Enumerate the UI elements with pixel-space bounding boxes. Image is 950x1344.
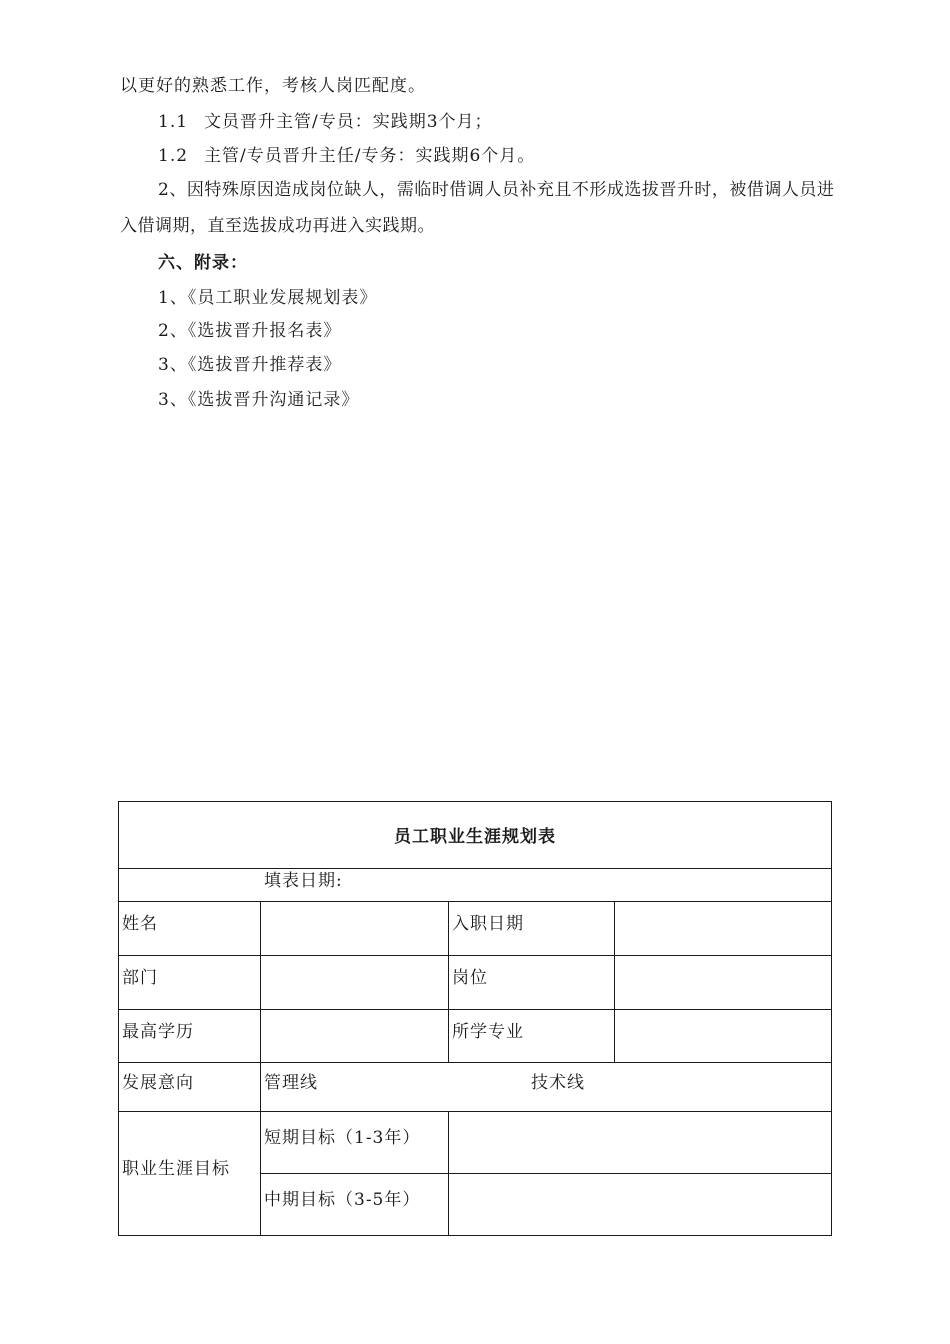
hire-date-field[interactable] (615, 902, 831, 955)
fill-date-label: 填表日期: (264, 871, 343, 891)
rule-item-1-2-number: 1.2 (158, 146, 189, 166)
major-field[interactable] (615, 1010, 831, 1062)
continuation-line: 以更好的熟悉工作，考核人岗匹配度。 (120, 76, 426, 96)
management-track-option[interactable]: 管理线 (264, 1073, 318, 1093)
position-field[interactable] (615, 956, 831, 1009)
name-label: 姓名 (122, 914, 158, 934)
form-rule (119, 868, 831, 869)
mid-term-goal-field[interactable] (449, 1174, 831, 1235)
rule-item-1-1-text: 文员晋升主管/专员：实践期3个月； (204, 112, 493, 132)
career-goal-label: 职业生涯目标 (122, 1159, 230, 1179)
appendix-item-4: 3、《选拔晋升沟通记录》 (158, 390, 360, 410)
major-label: 所学专业 (452, 1022, 524, 1042)
career-planning-form (118, 801, 832, 1236)
rule-item-1-2-text: 主管/专员晋升主任/专务：实践期6个月。 (204, 146, 536, 166)
development-direction-label: 发展意向 (122, 1073, 194, 1093)
form-title: 员工职业生涯规划表 (394, 827, 556, 847)
rule-item-1-1 (158, 112, 493, 132)
form-divider (448, 901, 449, 1063)
appendix-item-3: 3、《选拔晋升推荐表》 (158, 355, 342, 375)
education-label: 最高学历 (122, 1022, 194, 1042)
mid-term-goal-label: 中期目标（3-5年） (264, 1190, 421, 1210)
short-term-goal-field[interactable] (449, 1112, 831, 1173)
department-field[interactable] (261, 956, 448, 1009)
appendix-item-1: 1、《员工职业发展规划表》 (158, 288, 378, 308)
rule-item-1-1-number: 1.1 (158, 112, 189, 132)
section-heading-appendix: 六、附录： (158, 253, 248, 273)
short-term-goal-label: 短期目标（1-3年） (264, 1128, 421, 1148)
department-label: 部门 (122, 968, 158, 988)
appendix-item-2: 2、《选拔晋升报名表》 (158, 321, 342, 341)
hire-date-label: 入职日期 (452, 914, 524, 934)
education-field[interactable] (261, 1010, 448, 1062)
rule-paragraph-2: 2、因特殊原因造成岗位缺人，需临时借调人员补充且不形成选拔晋升时，被借调人员进入借调期，直至选拔成功再进入实践期。 (120, 180, 835, 236)
rule-item-1-2 (158, 146, 535, 166)
technical-track-option[interactable]: 技术线 (531, 1073, 585, 1093)
position-label: 岗位 (452, 968, 488, 988)
form-rule (119, 1062, 831, 1063)
name-field[interactable] (261, 902, 448, 955)
